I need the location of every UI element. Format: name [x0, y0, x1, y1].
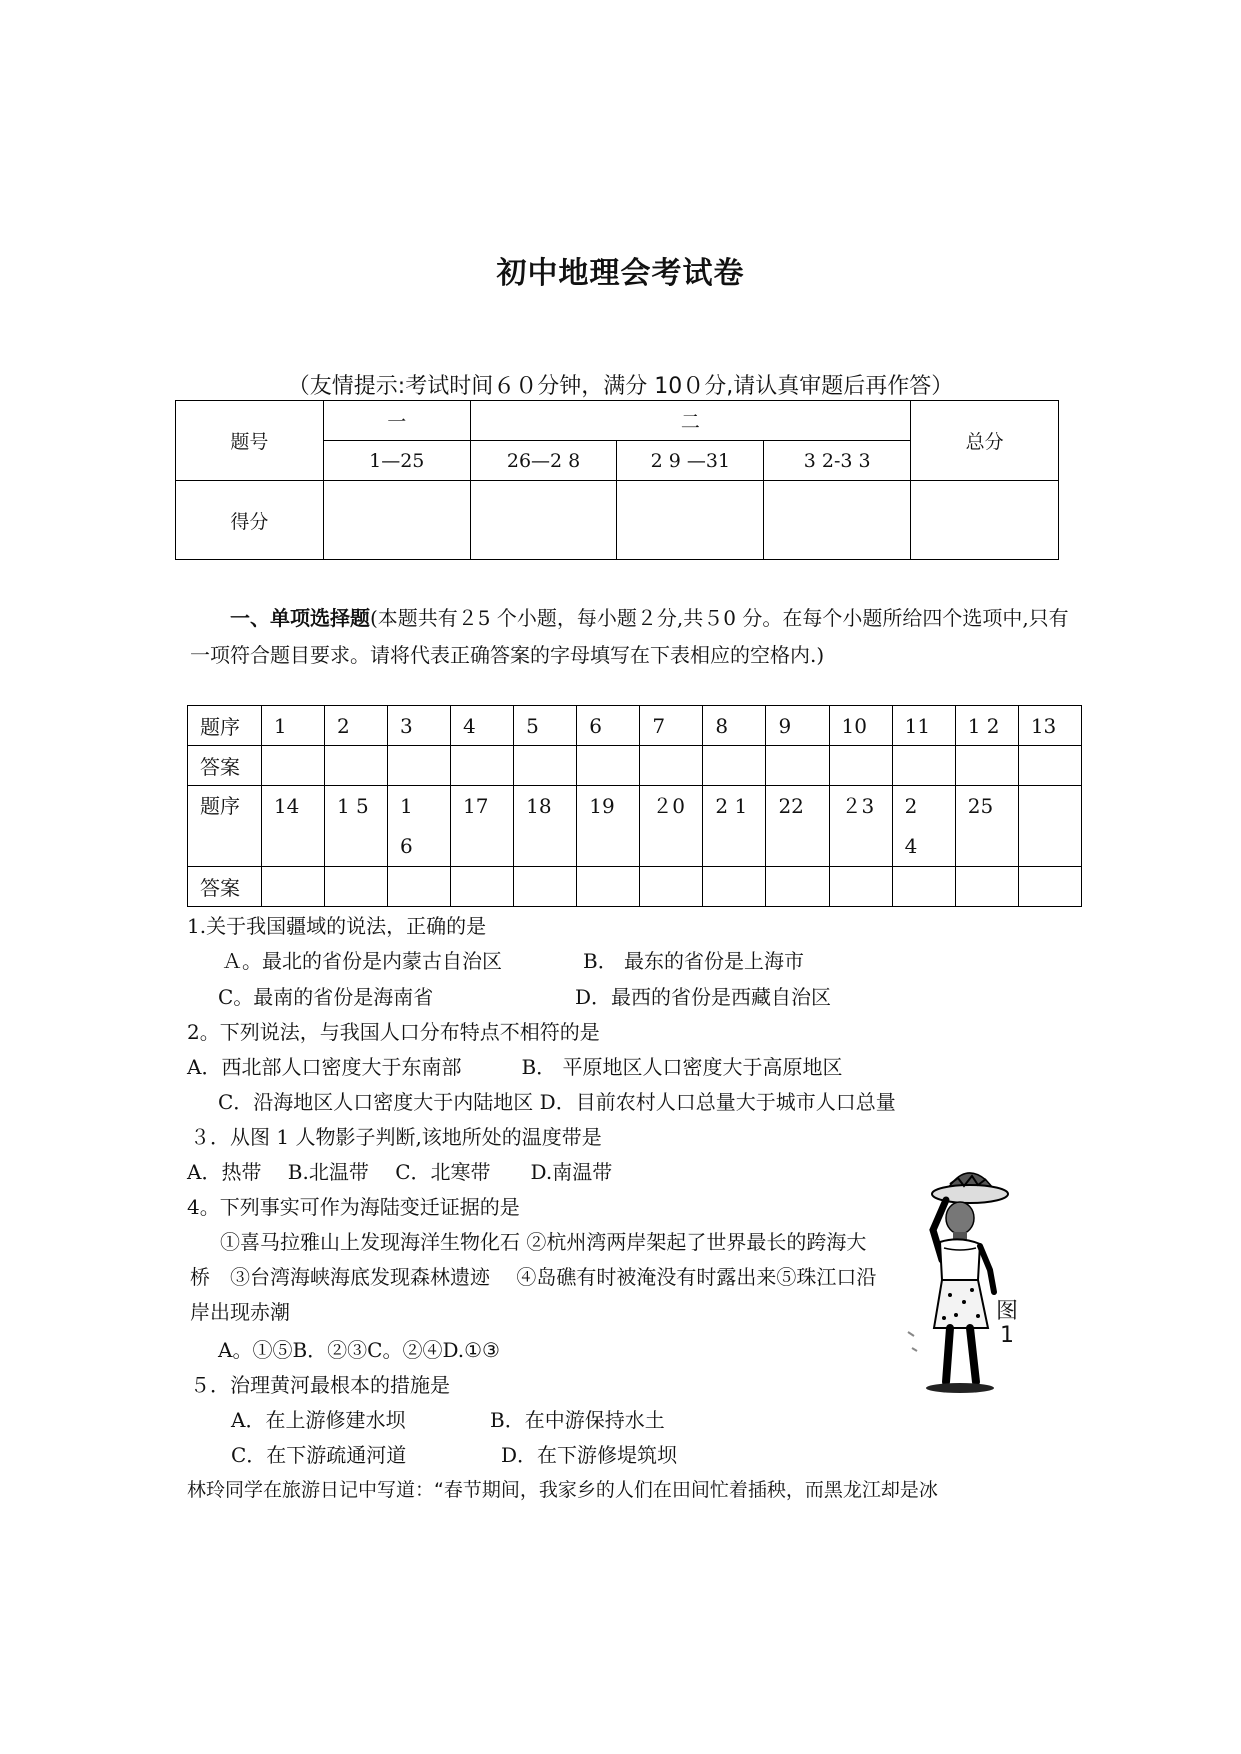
score-table-part2: 二 — [470, 401, 910, 441]
question-4-options: A。①⑤B．②③C。②④D.①③ — [218, 1338, 500, 1362]
answer-cell[interactable] — [387, 867, 450, 907]
answer-table-seq — [1018, 786, 1081, 867]
answer-table-seq: 1 5 — [324, 786, 387, 867]
score-cell[interactable] — [617, 481, 764, 560]
answer-table-seq: 2 4 — [892, 786, 955, 867]
score-table-label-score: 得分 — [176, 481, 324, 560]
question-3-stem: ３．从图 1 人物影子判断,该地所处的温度带是 — [190, 1125, 602, 1149]
answer-table-seq: 25 — [955, 786, 1018, 867]
question-5-option-a: A．在上游修建水坝 — [231, 1408, 406, 1432]
answer-cell[interactable] — [892, 746, 955, 786]
answer-cell[interactable] — [261, 867, 324, 907]
answer-cell[interactable] — [451, 867, 514, 907]
question-1-option-b: B． 最东的省份是上海市 — [583, 949, 805, 973]
question-1-option-c: C。最南的省份是海南省 — [218, 985, 434, 1009]
score-table-range: 3 2-3 3 — [764, 441, 911, 481]
answer-table-seq: 13 — [1018, 706, 1081, 746]
score-table-label-number: 题号 — [176, 401, 324, 481]
section1-heading: 一、单项选择题 — [230, 606, 370, 630]
answer-cell[interactable] — [703, 746, 766, 786]
answer-cell[interactable] — [829, 746, 892, 786]
person-carrying-basket-icon — [898, 1160, 1033, 1400]
answer-table-seq: 1 2 — [955, 706, 1018, 746]
score-cell[interactable] — [911, 481, 1059, 560]
figure-1-label-line2: 1 — [1000, 1323, 1014, 1348]
answer-table-seq: 6 — [577, 706, 640, 746]
score-cell[interactable] — [470, 481, 617, 560]
section1-intro — [190, 600, 1070, 674]
score-cell[interactable] — [764, 481, 911, 560]
answer-table — [187, 705, 1082, 907]
answer-cell[interactable] — [703, 867, 766, 907]
question-2-options-ab: A．西北部人口密度大于东南部 B． 平原地区人口密度大于高原地区 — [187, 1055, 843, 1079]
answer-cell[interactable] — [577, 867, 640, 907]
answer-table-seq: 7 — [640, 706, 703, 746]
answer-cell[interactable] — [451, 746, 514, 786]
answer-table-ans-label: 答案 — [188, 867, 262, 907]
figure-1-label — [996, 1300, 1018, 1348]
answer-table-seq-label: 题序 — [188, 706, 262, 746]
answer-table-seq: 4 — [451, 706, 514, 746]
figure-1-label-line1: 图 — [996, 1299, 1019, 1324]
question-5-option-c: C．在下游疏通河道 — [231, 1443, 407, 1467]
question-3-options: A．热带 B.北温带 C．北寒带 D.南温带 — [187, 1160, 613, 1184]
answer-table-seq: 14 — [261, 786, 324, 867]
score-table-range: 26—2 8 — [470, 441, 617, 481]
answer-table-ans-label: 答案 — [188, 746, 262, 786]
page-title: 初中地理会考试卷 — [496, 256, 745, 291]
answer-cell[interactable] — [640, 867, 703, 907]
question-5-option-b: B．在中游保持水土 — [490, 1408, 665, 1432]
answer-table-seq: 1 — [261, 706, 324, 746]
answer-table-seq: 11 — [892, 706, 955, 746]
question-4-stem: 4。下列事实可作为海陆变迁证据的是 — [187, 1195, 520, 1219]
question-4-body: ①喜马拉雅山上发现海洋生物化石 ②杭州湾两岸架起了世界最长的跨海大桥 ③台湾海峡海底发现森林遗迹 ④岛礁有时被淹没有时露出来⑤珠江口沿岸出现赤潮 — [190, 1230, 877, 1324]
question-2-stem: 2。下列说法，与我国人口分布特点不相符的是 — [187, 1020, 600, 1044]
score-table-range: 1—25 — [323, 441, 470, 481]
score-cell[interactable] — [323, 481, 470, 560]
answer-cell[interactable] — [514, 867, 577, 907]
answer-cell[interactable] — [577, 746, 640, 786]
score-table-part1: 一 — [323, 401, 470, 441]
question-5-option-d: D．在下游修堤筑坝 — [501, 1443, 678, 1467]
answer-cell[interactable] — [955, 867, 1018, 907]
answer-table-seq: 3 — [387, 706, 450, 746]
answer-cell[interactable] — [766, 867, 829, 907]
answer-table-seq: 17 — [451, 786, 514, 867]
answer-cell[interactable] — [766, 746, 829, 786]
figure-1 — [898, 1160, 1033, 1400]
answer-cell[interactable] — [387, 746, 450, 786]
answer-table-seq-label: 题序 — [188, 786, 262, 867]
answer-table-seq: 19 — [577, 786, 640, 867]
answer-table-seq: 9 — [766, 706, 829, 746]
score-table-range: 2 9 —31 — [617, 441, 764, 481]
answer-cell[interactable] — [892, 867, 955, 907]
answer-cell[interactable] — [1018, 746, 1081, 786]
answer-table-seq: ２0 — [640, 786, 703, 867]
answer-table-seq: 1 6 — [387, 786, 450, 867]
question-1-option-a: Ａ。最北的省份是内蒙古自治区 — [222, 949, 502, 973]
score-table-total: 总分 — [911, 401, 1059, 481]
next-passage-text: 林玲同学在旅游日记中写道：“春节期间，我家乡的人们在田间忙着插秧，而黑龙江却是冰 — [187, 1479, 938, 1501]
answer-table-seq: 2 — [324, 706, 387, 746]
question-1-option-d: D．最西的省份是西藏自治区 — [575, 985, 832, 1009]
answer-table-seq: 22 — [766, 786, 829, 867]
answer-cell[interactable] — [261, 746, 324, 786]
answer-table-seq: 5 — [514, 706, 577, 746]
answer-cell[interactable] — [324, 746, 387, 786]
answer-cell[interactable] — [1018, 867, 1081, 907]
question-2-options-cd: C．沿海地区人口密度大于内陆地区 D．目前农村人口总量大于城市人口总量 — [218, 1090, 896, 1114]
answer-cell[interactable] — [829, 867, 892, 907]
answer-table-seq: ２3 — [829, 786, 892, 867]
answer-table-seq: 10 — [829, 706, 892, 746]
answer-cell[interactable] — [955, 746, 1018, 786]
answer-cell[interactable] — [324, 867, 387, 907]
score-table — [175, 400, 1059, 560]
answer-table-seq: 18 — [514, 786, 577, 867]
question-5-stem: ５．治理黄河最根本的措施是 — [190, 1373, 450, 1397]
question-1-stem: 1.关于我国疆域的说法，正确的是 — [187, 914, 487, 938]
answer-table-seq: 8 — [703, 706, 766, 746]
answer-cell[interactable] — [514, 746, 577, 786]
answer-table-seq: 2 1 — [703, 786, 766, 867]
exam-tip: （友情提示:考试时间６０分钟，满分 10０分,请认真审题后再作答） — [287, 374, 954, 399]
answer-cell[interactable] — [640, 746, 703, 786]
section1-instructions: (本题共有２5 个小题，每小题２分,共５0 分。在每个小题所给四个选项中,只有一项符合题目要求。请将代表正确答案的字母填写在下表相应的空格内.) — [190, 606, 1069, 667]
